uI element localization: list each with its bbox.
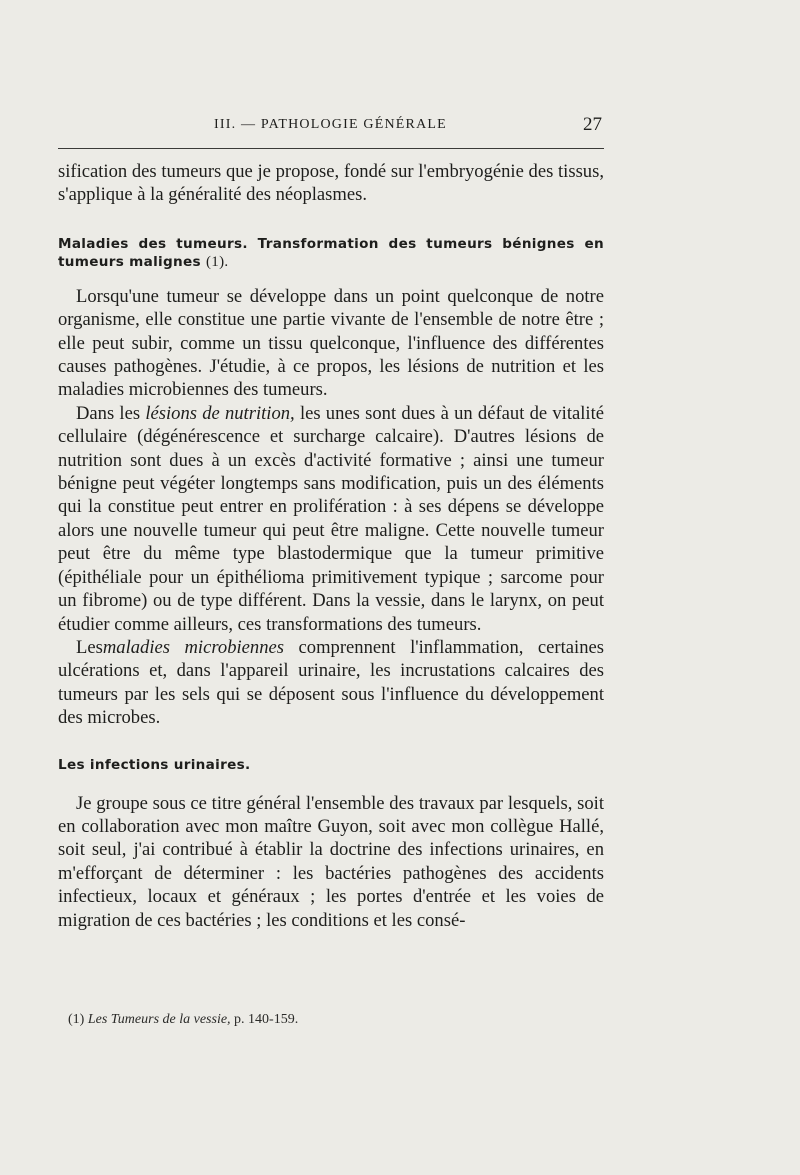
section-heading-infections-urinaires: Les infections urinaires. [58,756,251,773]
footnote-marker: (1) [68,1012,85,1027]
heading-text: Maladies des tumeurs. Transformation des tumeurs bénignes en tumeurs malignes [58,235,604,270]
footnote [68,1012,298,1028]
text-run: comprennent l'inflammation, certaines ulcérations et, dans l'appareil urinaire, les incrustations calcaires des tumeurs par les sels qui se déposent sous l'influence du développement des microbes. [58,636,604,729]
header-rule [58,148,604,149]
paragraph [58,402,604,636]
paragraph-continuation: sification des tumeurs que je propose, fondé sur l'embryogénie des tissus, s'applique à la généralité des néoplasmes. [58,161,604,206]
footnote-title: Les Tumeurs de la vessie, [87,1012,231,1027]
running-title: III. — PATHOLOGIE GÉNÉRALE [214,117,447,132]
italic-term: maladies microbiennes [102,636,284,658]
page-number: 27 [583,114,602,135]
footnote-pages: p. 140-159. [234,1012,299,1027]
paragraph: Lorsqu'une tumeur se développe dans un point quelconque de notre organisme, elle constitue une partie vivante de l'ensemble de notre être ; elle peut subir, comme un tissu quelconque, l'influence des différentes causes pathogènes. J'étudie, à ce propos, les lésions de nutrition et les maladies microbiennes des tumeurs. [58,285,604,401]
text-run: Les [76,636,103,658]
section-heading-maladies-des-tumeurs [58,235,604,271]
text-run: les unes sont dues à un défaut de vitalité cellulaire (dégénérescence et surcharge calcaire). D'autres lésions de nutrition sont dues à un excès d'activité formative ; ainsi une tumeur bénigne peut végéter longtemps sans modification, puis un des éléments qui la constitue peut entrer en prolifération : à ses dépens se développe alors une nouvelle tumeur qui peut être maligne. Cette nouvelle tumeur peut être du même type blastodermique que la tumeur primitive (épithéliale pour un épithélioma primitivement typique ; sarcome pour un fibrome) ou de type différent. Dans la vessie, dans le larynx, on peut étudier comme ailleurs, ces transformations des tumeurs. [58,402,604,635]
paragraph: Je groupe sous ce titre général l'ensemble des travaux par lesquels, soit en collaboration avec mon maître Guyon, soit avec mon collègue Hallé, soit seul, j'ai contribué à établir la doctrine des infections urinaires, en m'efforçant de déterminer : les bactéries pathogènes des accidents infectieux, locaux et généraux ; les portes d'entrée et les voies de migration de ces bactéries ; les conditions et les consé- [58,792,604,931]
body-text [58,160,604,932]
page-header [58,114,604,140]
footnote-ref: (1). [206,253,229,270]
paragraph [58,636,604,730]
italic-term: lésions de nutrition, [145,402,295,424]
text-run: Dans les [76,402,141,424]
